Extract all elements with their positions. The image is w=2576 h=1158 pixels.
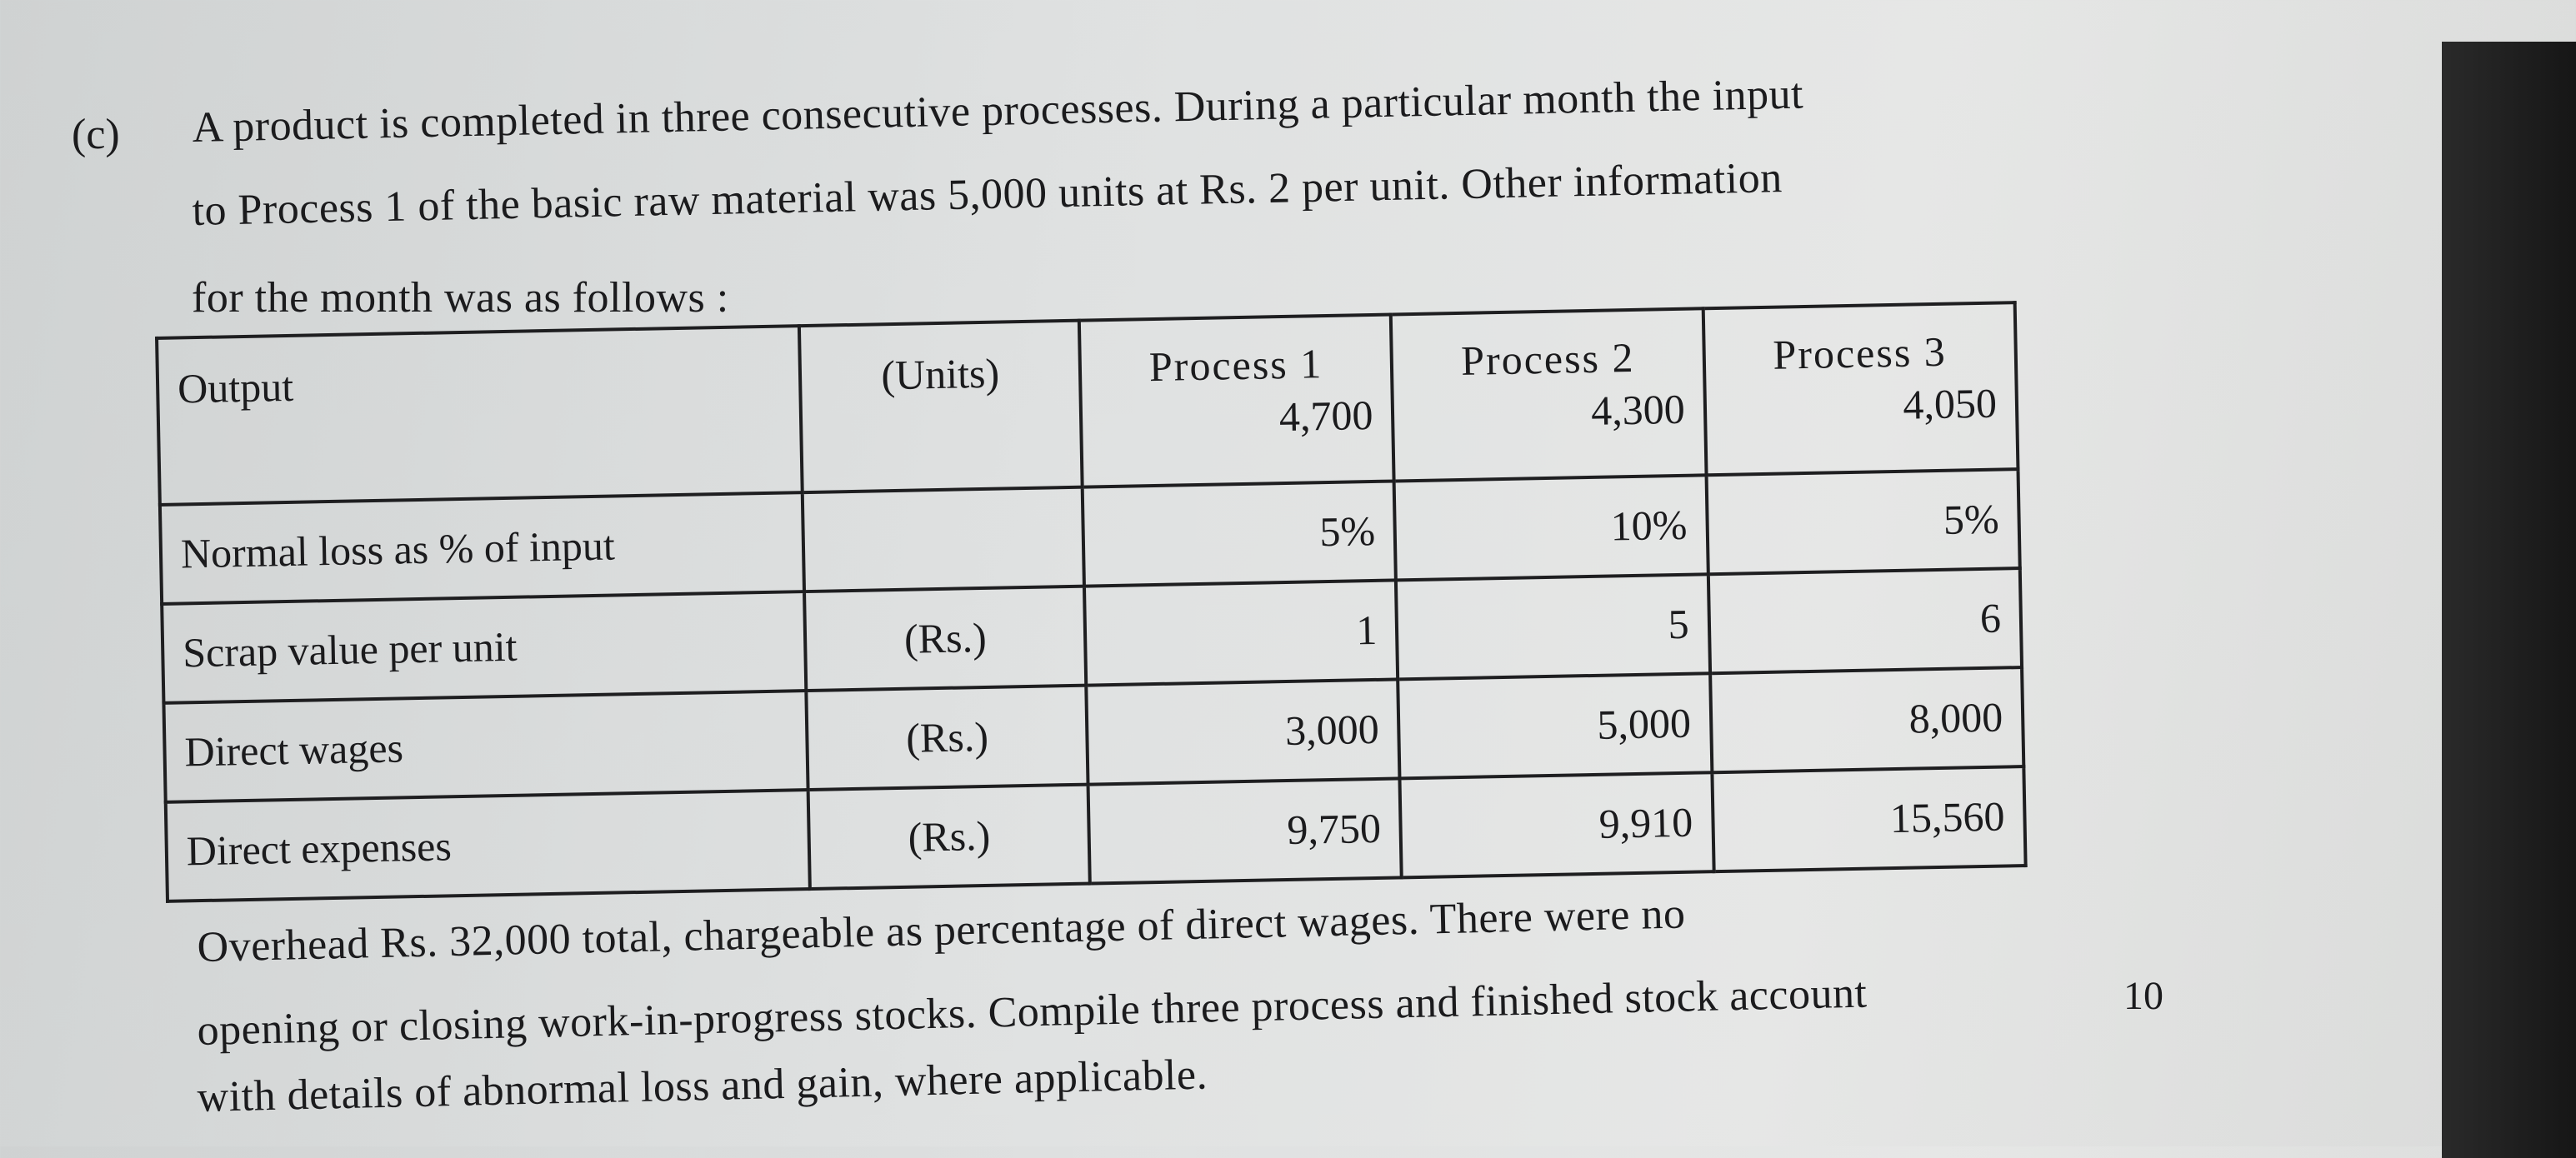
row-unit: (Rs.) (807, 685, 1088, 789)
row-unit: (Rs.) (805, 586, 1087, 690)
header-process-3 (1703, 302, 2018, 475)
header-output-label: Output (157, 326, 803, 505)
row-value-process-3: 15,560 (1712, 766, 2026, 871)
process-data-table (155, 301, 2028, 903)
marks-value: 10 (2123, 974, 2163, 1018)
footer-text-line-1: Overhead Rs. 32,000 total, chargeable as percentage of direct wages. There were no (197, 890, 1686, 971)
process-2-output: 4,300 (1590, 385, 1686, 434)
question-text-line-2: to Process 1 of the basic raw material was 5,000 units at Rs. 2 per unit. Other information (192, 154, 1783, 235)
row-label: Normal loss as % of input (160, 492, 805, 604)
header-process-1 (1079, 315, 1394, 487)
row-value-process-3: 6 (1708, 568, 2022, 673)
row-value-process-3: 5% (1706, 469, 2020, 574)
row-value-process-1: 9,750 (1088, 778, 1403, 883)
question-text-line-1: A product is completed in three consecutive processes. During a particular month the input (192, 70, 1804, 152)
footer-text-line-2: opening or closing work-in-progress stocks. Compile three process and finished stock account (197, 969, 1868, 1055)
header-units-label: (Units) (799, 321, 1082, 492)
row-label: Scrap value per unit (162, 591, 807, 703)
process-3-name: Process 3 (1772, 327, 1948, 378)
header-process-2 (1391, 308, 1706, 481)
row-value-process-3: 8,000 (1710, 667, 2024, 772)
question-text-line-3: for the month was as follows : (192, 274, 729, 322)
process-3-output: 4,050 (1902, 379, 1998, 428)
row-unit: (Rs.) (808, 785, 1090, 890)
row-value-process-2: 10% (1394, 475, 1708, 580)
footer-text-line-3: with details of abnormal loss and gain, where applicable. (197, 1051, 1208, 1121)
row-unit (803, 487, 1084, 591)
process-1-output: 4,700 (1278, 391, 1373, 440)
row-value-process-2: 5 (1396, 574, 1710, 679)
row-label: Direct expenses (166, 790, 811, 901)
row-value-process-1: 3,000 (1086, 679, 1400, 784)
row-value-process-1: 5% (1083, 481, 1397, 586)
row-value-process-2: 5,000 (1398, 673, 1712, 778)
process-1-name: Process 1 (1148, 340, 1323, 391)
row-label: Direct wages (163, 691, 808, 802)
row-value-process-1: 1 (1084, 580, 1398, 685)
row-value-process-2: 9,910 (1400, 772, 1714, 877)
process-2-name: Process 2 (1460, 333, 1635, 384)
question-label: (c) (72, 111, 120, 158)
